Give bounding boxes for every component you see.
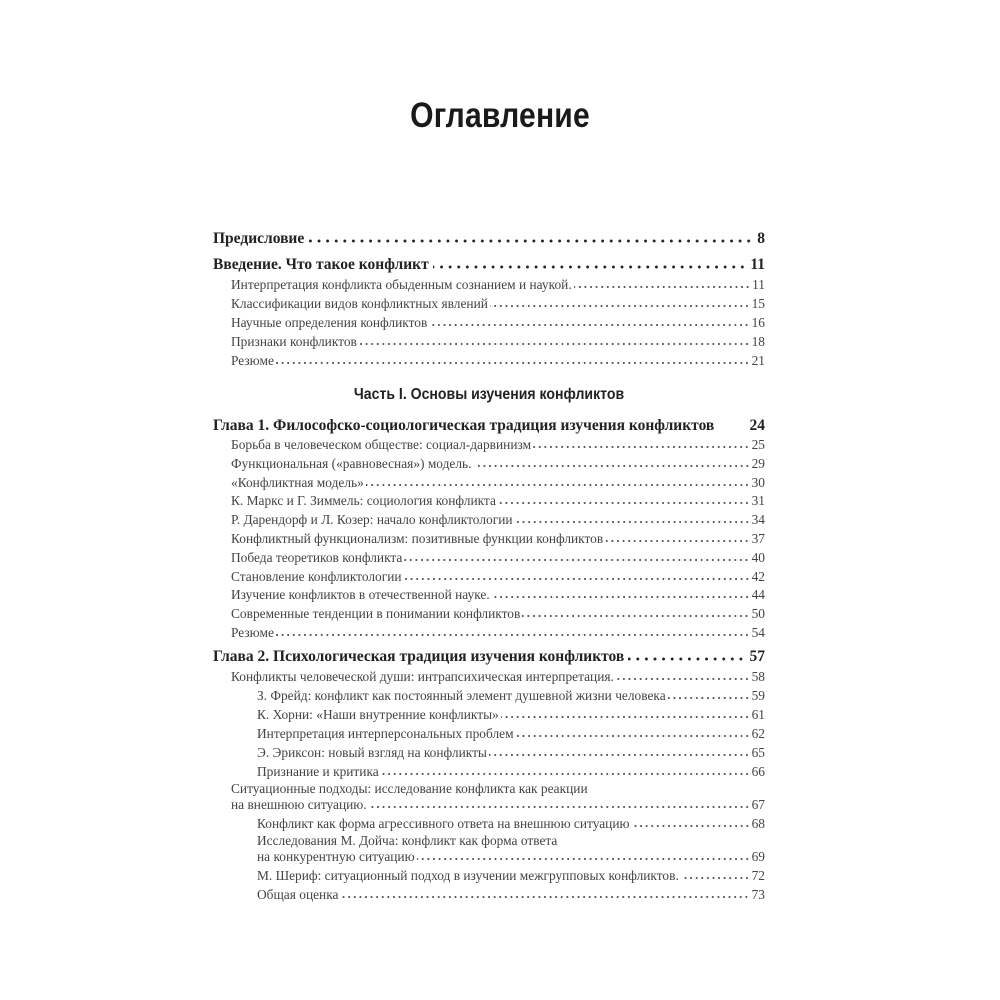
toc-entry-title: Р. Дарендорф и Л. Козер: начало конфликтологии	[231, 512, 513, 528]
toc-entry-line	[231, 313, 765, 332]
toc-entry-title: на внешнюю ситуацию.	[231, 797, 367, 813]
toc-entry[interactable]	[213, 332, 765, 351]
dot-leader	[533, 445, 750, 449]
dot-leader	[605, 539, 749, 543]
toc-entry[interactable]	[213, 833, 765, 866]
page-number: 69	[751, 849, 765, 865]
toc-entry-title: Предисловие	[213, 230, 305, 247]
table-of-contents	[213, 229, 765, 904]
toc-entry-line	[231, 275, 765, 294]
toc-entry[interactable]	[213, 743, 765, 762]
dot-leader	[681, 876, 750, 880]
toc-entry-title: М. Шериф: ситуационный подход в изучении межгрупповых конфликтов.	[257, 867, 679, 883]
page-number: 40	[751, 549, 765, 565]
toc-entry-title: на конкурентную ситуацию	[257, 849, 415, 865]
toc-entry-title: «Конфликтная модель»	[231, 474, 364, 490]
page-number: 29	[751, 455, 765, 471]
page-number: 25	[751, 437, 765, 452]
toc-entry[interactable]	[213, 885, 765, 904]
toc-entry-title: Интерпретация интерперсональных проблем	[257, 725, 514, 741]
page-number: 68	[751, 815, 765, 831]
toc-chapter-entry[interactable]	[213, 229, 765, 249]
toc-entry-title: Изучение конфликтов в отечественной науке.	[231, 587, 490, 603]
page-title: Оглавление	[410, 96, 590, 135]
toc-entry-title: Резюме	[231, 624, 274, 640]
page-number: 31	[751, 493, 765, 509]
toc-entry-line	[231, 549, 765, 568]
toc-entry-title: Победа теоретиков конфликта	[231, 549, 403, 565]
toc-entry[interactable]	[213, 762, 765, 781]
toc-entry[interactable]	[213, 705, 765, 724]
dot-leader	[574, 285, 750, 289]
dot-leader	[632, 824, 750, 828]
dot-leader	[417, 857, 750, 861]
toc-entry[interactable]	[213, 814, 765, 833]
toc-entry[interactable]	[213, 530, 765, 549]
page-number: 16	[751, 315, 765, 330]
dot-leader	[404, 558, 749, 562]
toc-entry-title: З. Фрейд: конфликт как постоянный элемент душевной жизни человека	[257, 687, 666, 703]
toc-chapter-entry[interactable]	[213, 255, 765, 275]
dot-leader	[498, 501, 750, 505]
toc-entry-title: Введение. Что такое конфликт	[213, 256, 429, 273]
toc-entry-title: Глава 2. Психологическая традиция изучения конфликтов	[213, 647, 625, 665]
toc-entry-title: Классификации видов конфликтных явлений	[231, 296, 488, 311]
toc-entry-line	[231, 781, 765, 798]
page-number: 34	[751, 512, 765, 528]
toc-entry-line	[257, 885, 765, 904]
toc-entry-line	[231, 511, 765, 530]
page-number: 11	[752, 277, 765, 292]
dot-leader	[474, 464, 750, 468]
toc-entry[interactable]	[213, 624, 765, 643]
toc-entry-line	[231, 294, 765, 313]
page-number: 73	[751, 886, 765, 902]
toc-entry-line	[257, 724, 765, 743]
dot-leader	[308, 239, 753, 243]
toc-entry-title: Признаки конфликтов	[231, 334, 357, 349]
page-number: 11	[750, 256, 765, 273]
toc-entry-line	[257, 762, 765, 781]
page-number: 61	[751, 706, 765, 722]
dot-leader	[515, 520, 750, 524]
toc-entry-title: Исследования М. Дойча: конфликт как форма ответа	[257, 832, 558, 848]
toc-entry-line	[231, 436, 765, 455]
page-number: 66	[751, 763, 765, 779]
toc-entry-title: Резюме	[231, 353, 274, 368]
page-number: 58	[751, 668, 765, 684]
toc-entry-line	[257, 866, 765, 885]
toc-entry-line	[231, 455, 765, 474]
toc-entry[interactable]	[213, 511, 765, 530]
toc-chapter-entry[interactable]	[213, 416, 765, 436]
toc-entry[interactable]	[213, 667, 765, 686]
toc-entry-line	[231, 797, 765, 814]
page-number: 57	[749, 647, 765, 665]
dot-leader	[522, 614, 749, 618]
toc-entry[interactable]	[213, 474, 765, 493]
toc-entry-line	[231, 605, 765, 624]
toc-entry-title: Признание и критика	[257, 763, 379, 779]
toc-entry-title: Конфликтный функционализм: позитивные функции конфликтов	[231, 530, 604, 546]
dot-leader	[276, 633, 750, 637]
dot-leader	[668, 696, 750, 700]
page-number: 37	[751, 530, 765, 546]
page-number: 30	[751, 474, 765, 490]
dot-leader	[276, 361, 750, 365]
toc-entry[interactable]	[213, 866, 765, 885]
dot-leader	[381, 772, 750, 776]
dot-leader	[369, 805, 750, 809]
toc-entry-title: Глава 1. Философско-социологическая традиция изучения конфликтов	[213, 417, 715, 434]
dot-leader	[501, 715, 750, 719]
page-number: 24	[749, 417, 765, 434]
page-number: 62	[751, 725, 765, 741]
page-number: 72	[751, 867, 765, 883]
toc-entry[interactable]	[213, 313, 765, 332]
toc-chapter-entry[interactable]	[213, 647, 765, 667]
toc-entry[interactable]	[213, 294, 765, 313]
toc-entry-title: Интерпретация конфликта обыденным сознанием и наукой.	[231, 277, 572, 292]
dot-leader	[492, 595, 750, 599]
dot-leader	[340, 895, 749, 899]
toc-entry-title: К. Хорни: «Наши внутренние конфликты»	[257, 706, 499, 722]
dot-leader	[628, 657, 745, 661]
toc-entry-title: Становление конфликтологии	[231, 568, 402, 584]
toc-entry[interactable]	[213, 605, 765, 624]
toc-entry[interactable]	[213, 351, 765, 370]
page-number: 54	[751, 624, 765, 640]
toc-entry-line	[257, 705, 765, 724]
toc-entry-title: Борьба в человеческом обществе: социал-дарвинизм	[231, 437, 532, 452]
toc-entry-line	[231, 332, 765, 351]
page-number: 67	[751, 797, 765, 813]
toc-entry[interactable]	[213, 436, 765, 455]
toc-entry[interactable]	[213, 781, 765, 814]
page-number: 50	[751, 606, 765, 622]
part-heading: Часть I. Основы изучения конфликтов	[353, 386, 625, 403]
toc-entry-line	[213, 416, 765, 436]
toc-entry[interactable]	[213, 492, 765, 511]
dot-leader	[359, 342, 750, 346]
dot-leader	[366, 483, 750, 487]
dot-leader	[433, 265, 747, 269]
toc-entry-title: Общая оценка	[257, 886, 339, 902]
toc-entry-line	[231, 667, 765, 686]
toc-entry[interactable]	[213, 724, 765, 743]
page-number: 65	[751, 744, 765, 760]
toc-entry-title: Ситуационные подходы: исследование конфликта как реакции	[231, 780, 588, 796]
toc-entry-line	[231, 624, 765, 643]
toc-entry-line	[213, 229, 765, 249]
page-number: 59	[751, 687, 765, 703]
toc-entry-title: Конфликт как форма агрессивного ответа на внешнюю ситуацию	[257, 815, 630, 831]
page-number: 21	[751, 353, 765, 368]
toc-entry[interactable]	[213, 686, 765, 705]
dot-leader	[404, 577, 750, 581]
toc-entry-line	[257, 814, 765, 833]
toc-entry-line	[231, 474, 765, 493]
toc-entry-line	[231, 568, 765, 587]
toc-entry-line	[231, 586, 765, 605]
page-number: 8	[757, 230, 765, 247]
toc-entry-line	[231, 492, 765, 511]
toc-entry[interactable]	[213, 549, 765, 568]
dot-leader	[718, 426, 745, 430]
toc-entry[interactable]	[213, 275, 765, 294]
toc-entry-title: Функциональная («равновесная») модель.	[231, 455, 472, 471]
toc-entry[interactable]	[213, 586, 765, 605]
toc-entry-line	[231, 351, 765, 370]
toc-entry-title: Конфликты человеческой души: интрапсихическая интерпретация.	[231, 668, 614, 684]
dot-leader	[490, 304, 750, 308]
toc-entry-line	[257, 849, 765, 866]
toc-entry-title: К. Маркс и Г. Зиммель: социология конфликта	[231, 493, 496, 509]
toc-entry-line	[213, 255, 765, 275]
toc-entry-title: Научные определения конфликтов	[231, 315, 428, 330]
toc-entry-title: Э. Эриксон: новый взгляд на конфликты	[257, 744, 487, 760]
toc-entry-line	[231, 530, 765, 549]
toc-entry-line	[257, 743, 765, 762]
page-number: 42	[751, 568, 765, 584]
dot-leader	[489, 753, 750, 757]
dot-leader	[429, 323, 749, 327]
toc-entry[interactable]	[213, 568, 765, 587]
page-number: 18	[751, 334, 765, 349]
toc-entry[interactable]	[213, 455, 765, 474]
toc-entry-title: Современные тенденции в понимании конфликтов	[231, 606, 521, 622]
toc-entry-line	[257, 686, 765, 705]
toc-entry-line	[213, 647, 765, 667]
page-number: 15	[751, 296, 765, 311]
toc-entry-line	[257, 833, 765, 850]
dot-leader	[616, 677, 750, 681]
dot-leader	[516, 734, 750, 738]
page-number: 44	[751, 587, 765, 603]
